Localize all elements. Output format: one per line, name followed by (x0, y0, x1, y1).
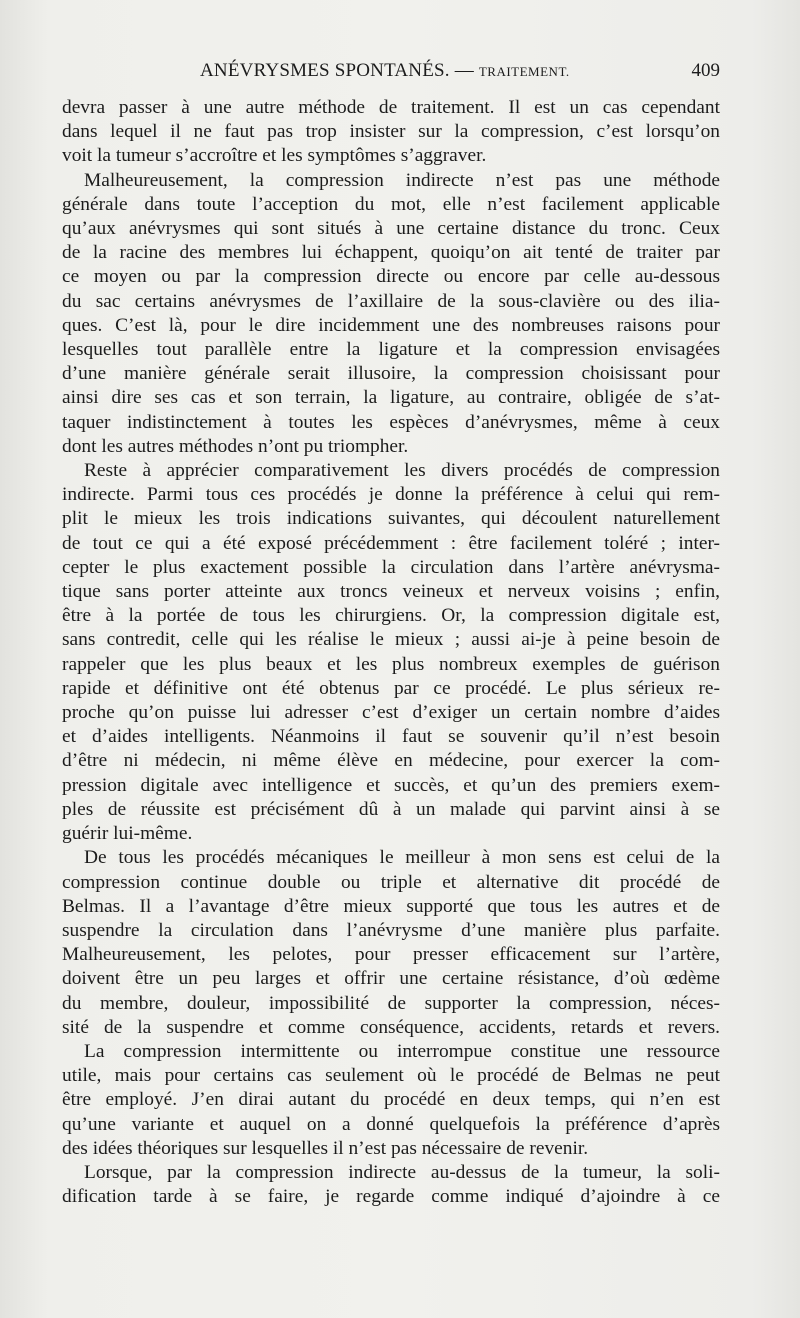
text-line: sité de la suspendre et comme conséquence, accidents, retards et revers. (62, 1016, 720, 1038)
text-line: rappeler que les plus beaux et les plus nombreux exemples de guérison (62, 653, 720, 675)
paragraph (62, 1161, 720, 1209)
text-line: ainsi dire ses cas et son terrain, la ligature, au contraire, obligée de s’at- (62, 387, 720, 409)
header-title: ANÉVRYSMES SPONTANÉS. (200, 60, 450, 81)
text-line: voit la tumeur s’accroître et les symptômes s’aggraver. (62, 145, 487, 167)
paragraph (62, 96, 720, 169)
text-line: plit le mieux les trois indications suivantes, qui découlent naturellement (62, 508, 720, 530)
text-line: du sac certains anévrysmes de l’axillaire de la sous-clavière ou des ilia- (62, 290, 720, 312)
text-line: être employé. J’en dirai autant du procédé en deux temps, qui n’en est (62, 1089, 720, 1111)
text-line: ples de réussite est précisément dû à un malade qui parvint ainsi à se (62, 798, 720, 820)
paragraph (62, 169, 720, 459)
text-line: taquer indistinctement à toutes les espèces d’anévrysmes, même à ceux (62, 411, 720, 433)
text-line: dification tarde à se faire, je regarde comme indiqué d’ajoindre à ce (62, 1186, 720, 1208)
text-line: suspendre la circulation dans l’anévrysme d’une manière plus parfaite. (62, 919, 720, 941)
text-line: devra passer à une autre méthode de traitement. Il est un cas cependant (62, 97, 720, 118)
text-line: des idées théoriques sur lesquelles il n’est pas nécessaire de revenir. (62, 1137, 589, 1159)
text-line: indirecte. Parmi tous ces procédés je donne la préférence à celui qui rem- (62, 484, 720, 506)
running-title (200, 60, 570, 82)
text-line: utile, mais pour certains cas seulement où le procédé de Belmas ne peut (62, 1065, 720, 1087)
text-line: qu’aux anévrysmes qui sont situés à une certaine distance du tronc. Ceux (62, 218, 720, 240)
text-line: guérir lui-même. (62, 823, 193, 845)
page-body (62, 96, 720, 1209)
text-line: et d’aides intelligents. Néanmoins il faut se souvenir qu’il n’est besoin (62, 726, 720, 748)
page-number: 409 (691, 60, 720, 81)
text-line: ques. C’est là, pour le dire incidemment une des nombreuses raisons pour (62, 314, 720, 336)
text-line: Malheureusement, les pelotes, pour presser efficacement sur l’artère, (62, 944, 720, 966)
text-line: cepter le plus exactement possible la circulation dans l’artère anévrysma- (62, 556, 720, 578)
paragraph (62, 459, 720, 846)
text-line: dont les autres méthodes n’ont pu triompher. (62, 435, 409, 457)
text-line: De tous les procédés mécaniques le meilleur à mon sens est celui de la (84, 847, 720, 869)
running-header (60, 60, 720, 86)
text-line: d’être ni médecin, ni même élève en médecine, pour exercer la com- (62, 750, 720, 772)
text-line: dans lequel il ne faut pas trop insister sur la compression, c’est lorsqu’on (62, 121, 720, 143)
text-line: générale dans toute l’acception du mot, elle n’est facilement applicable (62, 193, 720, 215)
text-line: du membre, douleur, impossibilité de supporter la compression, néces- (62, 992, 720, 1014)
header-subtitle: TRAITEMENT. (478, 64, 570, 79)
text-line: qu’une variante et auquel on a donné quelquefois la préférence d’après (62, 1113, 720, 1135)
text-line: ce moyen ou par la compression directe ou encore par celle au-dessous (62, 266, 720, 288)
text-line: Lorsque, par la compression indirecte au-dessus de la tumeur, la soli- (84, 1161, 720, 1183)
text-line: rapide et définitive ont été obtenus par ce procédé. Le plus sérieux re- (62, 677, 720, 699)
text-line: pression digitale avec intelligence et succès, et qu’un des premiers exem- (62, 774, 720, 796)
text-line: Reste à apprécier comparativement les divers procédés de compression (84, 460, 720, 482)
text-line: compression continue double ou triple et alternative dit procédé de (62, 871, 720, 893)
text-line: sans contredit, celle qui les réalise le mieux ; aussi ai-je à peine besoin de (62, 629, 720, 651)
text-line: Malheureusement, la compression indirecte n’est pas une méthode (84, 169, 720, 191)
text-line: doivent être un peu larges et offrir une certaine résistance, d’où œdème (62, 968, 720, 990)
paragraph (62, 846, 720, 1040)
text-line: tique sans porter atteinte aux troncs veineux et nerveux voisins ; enfin, (62, 581, 720, 603)
text-line: de la racine des membres lui échappent, quoiqu’on ait tenté de traiter par (62, 242, 720, 264)
text-line: de tout ce qui a été exposé précédemment : être facilement toléré ; inter- (62, 532, 720, 554)
paragraph (62, 1040, 720, 1161)
text-line: lesquelles tout parallèle entre la ligature et la compression envisagées (62, 339, 720, 361)
text-line: proche qu’on puisse lui adresser c’est d’exiger un certain nombre d’aides (62, 702, 720, 724)
text-line: d’une manière générale serait illusoire, la compression choisissant pour (62, 363, 720, 385)
header-dash: — (454, 60, 474, 81)
text-line: La compression intermittente ou interrompue constitue une ressource (84, 1040, 720, 1062)
text-line: Belmas. Il a l’avantage d’être mieux supporté que tous les autres et de (62, 895, 720, 917)
text-line: être à la portée de tous les chirurgiens. Or, la compression digitale est, (62, 605, 720, 627)
